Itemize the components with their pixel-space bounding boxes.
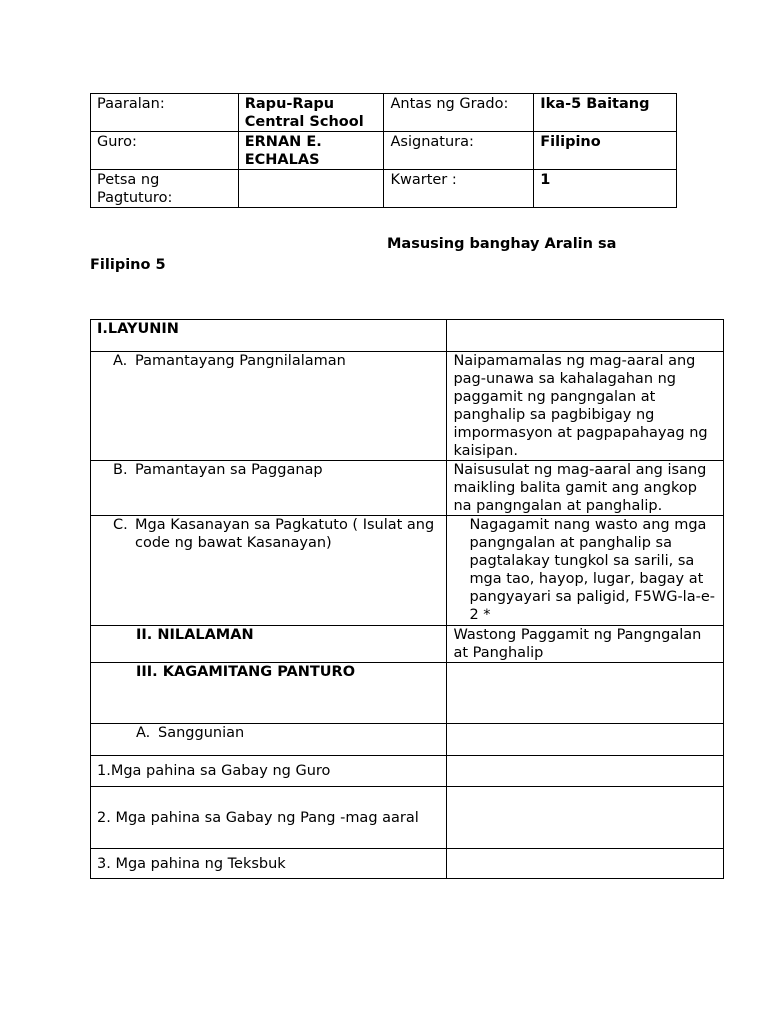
date-value xyxy=(238,170,384,208)
item-letter: B. xyxy=(113,462,128,478)
nilalaman-value: Wastong Paggamit ng Pangngalan at Panghalip xyxy=(447,626,724,663)
header-row-teacher xyxy=(91,132,677,170)
teacher-value: ERNAN E. ECHALAS xyxy=(238,132,384,170)
date-label: Petsa ng Pagtuturo: xyxy=(91,170,239,208)
nilalaman-cell xyxy=(91,626,447,663)
quarter-value: 1 xyxy=(534,170,677,208)
kasanayan-value: Nagagamit nang wasto ang mga pangngalan at panghalip sa pagtalakay tungkol sa sarili, sa mga tao, hayop, lugar, bagay at pangyayari sa paligid, F5WG-la-e-2 * xyxy=(469,517,715,623)
row-pamantayan-sa-pagganap xyxy=(91,461,724,516)
sanggunian-label: Sanggunian xyxy=(158,725,245,741)
pamantayang-pangnilalaman-cell xyxy=(91,352,447,461)
teksbuk-value xyxy=(447,849,724,879)
row-teksbuk xyxy=(91,849,724,879)
row-sanggunian xyxy=(91,724,724,756)
row-pamantayang-pangnilalaman xyxy=(91,352,724,461)
kasanayan-cell xyxy=(91,516,447,626)
layunin-heading: I.LAYUNIN xyxy=(91,320,447,352)
row-gabay-guro xyxy=(91,756,724,787)
kasanayan-label: Mga Kasanayan sa Pagkatuto ( Isulat ang code ng bawat Kasanayan) xyxy=(135,517,435,551)
gabay-guro-label: 1.Mga pahina sa Gabay ng Guro xyxy=(91,756,447,787)
header-info-table xyxy=(90,93,677,208)
header-row-date xyxy=(91,170,677,208)
document-title-continued: Filipino 5 xyxy=(90,257,166,273)
pamantayan-sa-pagganap-cell xyxy=(91,461,447,516)
subject-value: Filipino xyxy=(534,132,677,170)
row-nilalaman xyxy=(91,626,724,663)
item-letter: A. xyxy=(136,725,151,741)
grade-label: Antas ng Grado: xyxy=(384,94,534,132)
item-letter: C. xyxy=(113,517,128,533)
teacher-label: Guro: xyxy=(91,132,239,170)
row-layunin xyxy=(91,320,724,352)
row-kasanayan xyxy=(91,516,724,626)
grade-value: Ika-5 Baitang xyxy=(534,94,677,132)
gabay-guro-value xyxy=(447,756,724,787)
sanggunian-cell xyxy=(91,724,447,756)
school-label: Paaralan: xyxy=(91,94,239,132)
gabay-mag-aaral-value xyxy=(447,787,724,849)
kagamitan-value xyxy=(447,663,724,724)
document-title: Masusing banghay Aralin sa xyxy=(387,236,617,252)
teksbuk-label: 3. Mga pahina ng Teksbuk xyxy=(91,849,447,879)
pamantayan-sa-pagganap-value: Naisusulat ng mag-aaral ang isang maikling balita gamit ang angkop na pangngalan at panghalip. xyxy=(447,461,724,516)
row-gabay-mag-aaral xyxy=(91,787,724,849)
layunin-value xyxy=(447,320,724,352)
pamantayang-pangnilalaman-value: Naipamamalas ng mag-aaral ang pag-unawa sa kahalagahan ng paggamit ng pangngalan at panghalip sa pagbibigay ng impormasyon at pagpapahayag ng kaisipan. xyxy=(447,352,724,461)
lesson-plan-table xyxy=(90,319,724,879)
item-letter: A. xyxy=(113,353,128,369)
quarter-label: Kwarter : xyxy=(384,170,534,208)
gabay-mag-aaral-label: 2. Mga pahina sa Gabay ng Pang -mag aaral xyxy=(91,787,447,849)
nilalaman-heading: II. NILALAMAN xyxy=(136,627,254,643)
pamantayan-sa-pagganap-label: Pamantayan sa Pagganap xyxy=(135,462,323,478)
kagamitan-heading: III. KAGAMITANG PANTURO xyxy=(136,664,356,680)
kagamitan-cell xyxy=(91,663,447,724)
sanggunian-value xyxy=(447,724,724,756)
pamantayang-pangnilalaman-label: Pamantayang Pangnilalaman xyxy=(135,353,346,369)
school-value: Rapu-Rapu Central School xyxy=(238,94,384,132)
subject-label: Asignatura: xyxy=(384,132,534,170)
row-kagamitan xyxy=(91,663,724,724)
kasanayan-value-cell xyxy=(447,516,724,626)
header-row-school xyxy=(91,94,677,132)
